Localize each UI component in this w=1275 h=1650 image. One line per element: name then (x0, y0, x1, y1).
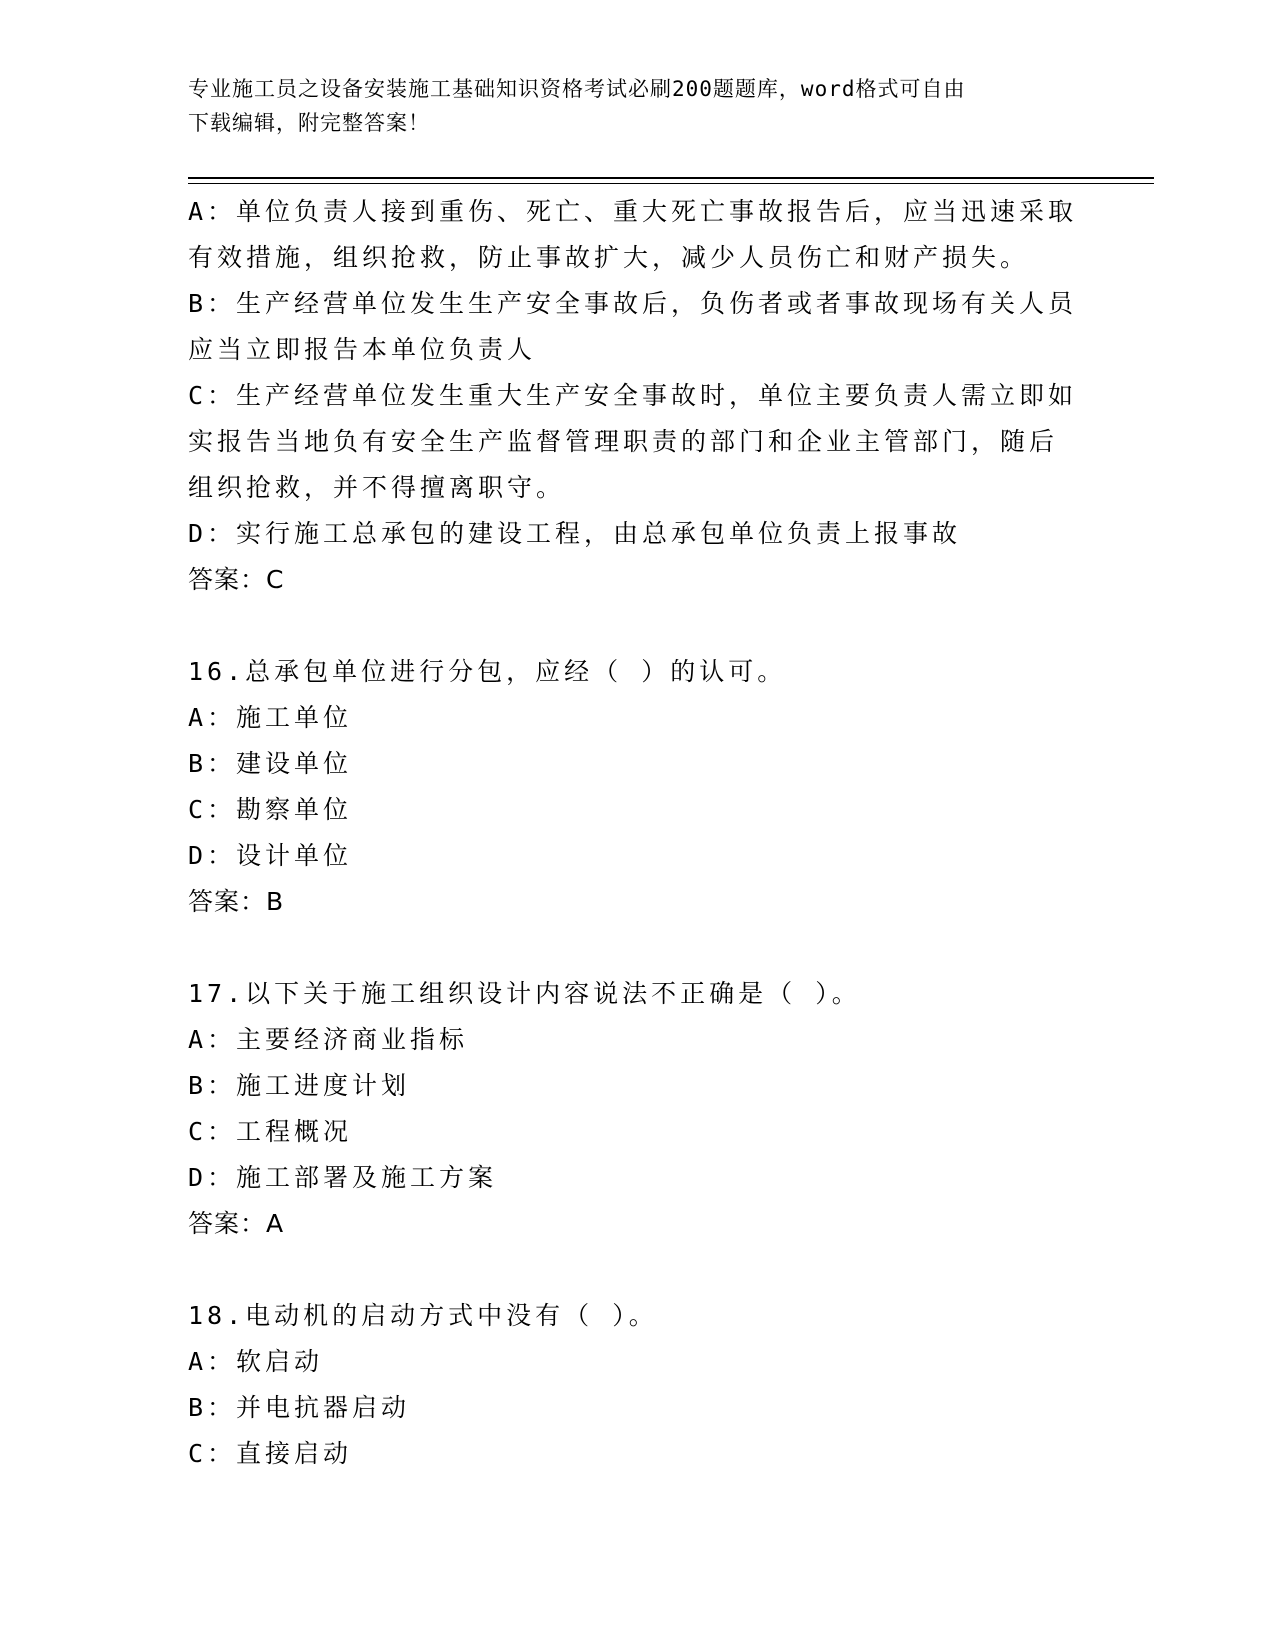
question-list (188, 189, 1088, 1477)
answer-label: 答案：B (188, 887, 285, 916)
question-text: 17.以下关于施工组织设计内容说法不正确是（ ）。 (188, 979, 861, 1008)
option-c-line2: 实报告当地负有安全生产监督管理职责的部门和企业主管部门，随后 (188, 427, 1059, 456)
header-divider-thin (188, 183, 1154, 184)
answer-label: 答案：C (188, 565, 285, 594)
option-b: B：施工进度计划 (188, 1071, 411, 1100)
question-spacer (188, 925, 1088, 971)
option-d: D：实行施工总承包的建设工程，由总承包单位负责上报事故 (188, 519, 962, 548)
option-b-line2: 应当立即报告本单位负责人 (188, 335, 537, 364)
option-d: D：设计单位 (188, 841, 353, 870)
page-header (188, 72, 1068, 140)
question-text: 16.总承包单位进行分包，应经（ ）的认可。 (188, 657, 787, 686)
question-block-18 (188, 1293, 1088, 1477)
option-c: C：直接启动 (188, 1439, 353, 1468)
option-c-line3: 组织抢救，并不得擅离职守。 (188, 473, 566, 502)
question-spacer (188, 1247, 1088, 1293)
question-spacer (188, 603, 1088, 649)
question-text: 18.电动机的启动方式中没有（ ）。 (188, 1301, 658, 1330)
option-a-line1: A：单位负责人接到重伤、死亡、重大死亡事故报告后，应当迅速采取 (188, 197, 1078, 226)
option-c: C：勘察单位 (188, 795, 353, 824)
option-c-line1: C：生产经营单位发生重大生产安全事故时，单位主要负责人需立即如 (188, 381, 1078, 410)
header-title-line2: 下载编辑，附完整答案！ (188, 111, 430, 135)
option-a-line2: 有效措施，组织抢救，防止事故扩大，减少人员伤亡和财产损失。 (188, 243, 1030, 272)
question-block-15 (188, 189, 1088, 603)
option-b-line1: B：生产经营单位发生生产安全事故后，负伤者或者事故现场有关人员 (188, 289, 1078, 318)
header-title-line1: 专业施工员之设备安装施工基础知识资格考试必刷200题题库，word格式可自由 (188, 77, 966, 101)
option-a: A：主要经济商业指标 (188, 1025, 469, 1054)
option-a: A：施工单位 (188, 703, 353, 732)
question-block-16 (188, 649, 1088, 925)
option-c: C：工程概况 (188, 1117, 353, 1146)
option-b: B：建设单位 (188, 749, 353, 778)
answer-label: 答案：A (188, 1209, 285, 1238)
option-d: D：施工部署及施工方案 (188, 1163, 498, 1192)
header-divider-thick (188, 177, 1154, 179)
question-block-17 (188, 971, 1088, 1247)
option-b: B：并电抗器启动 (188, 1393, 411, 1422)
option-a: A：软启动 (188, 1347, 324, 1376)
